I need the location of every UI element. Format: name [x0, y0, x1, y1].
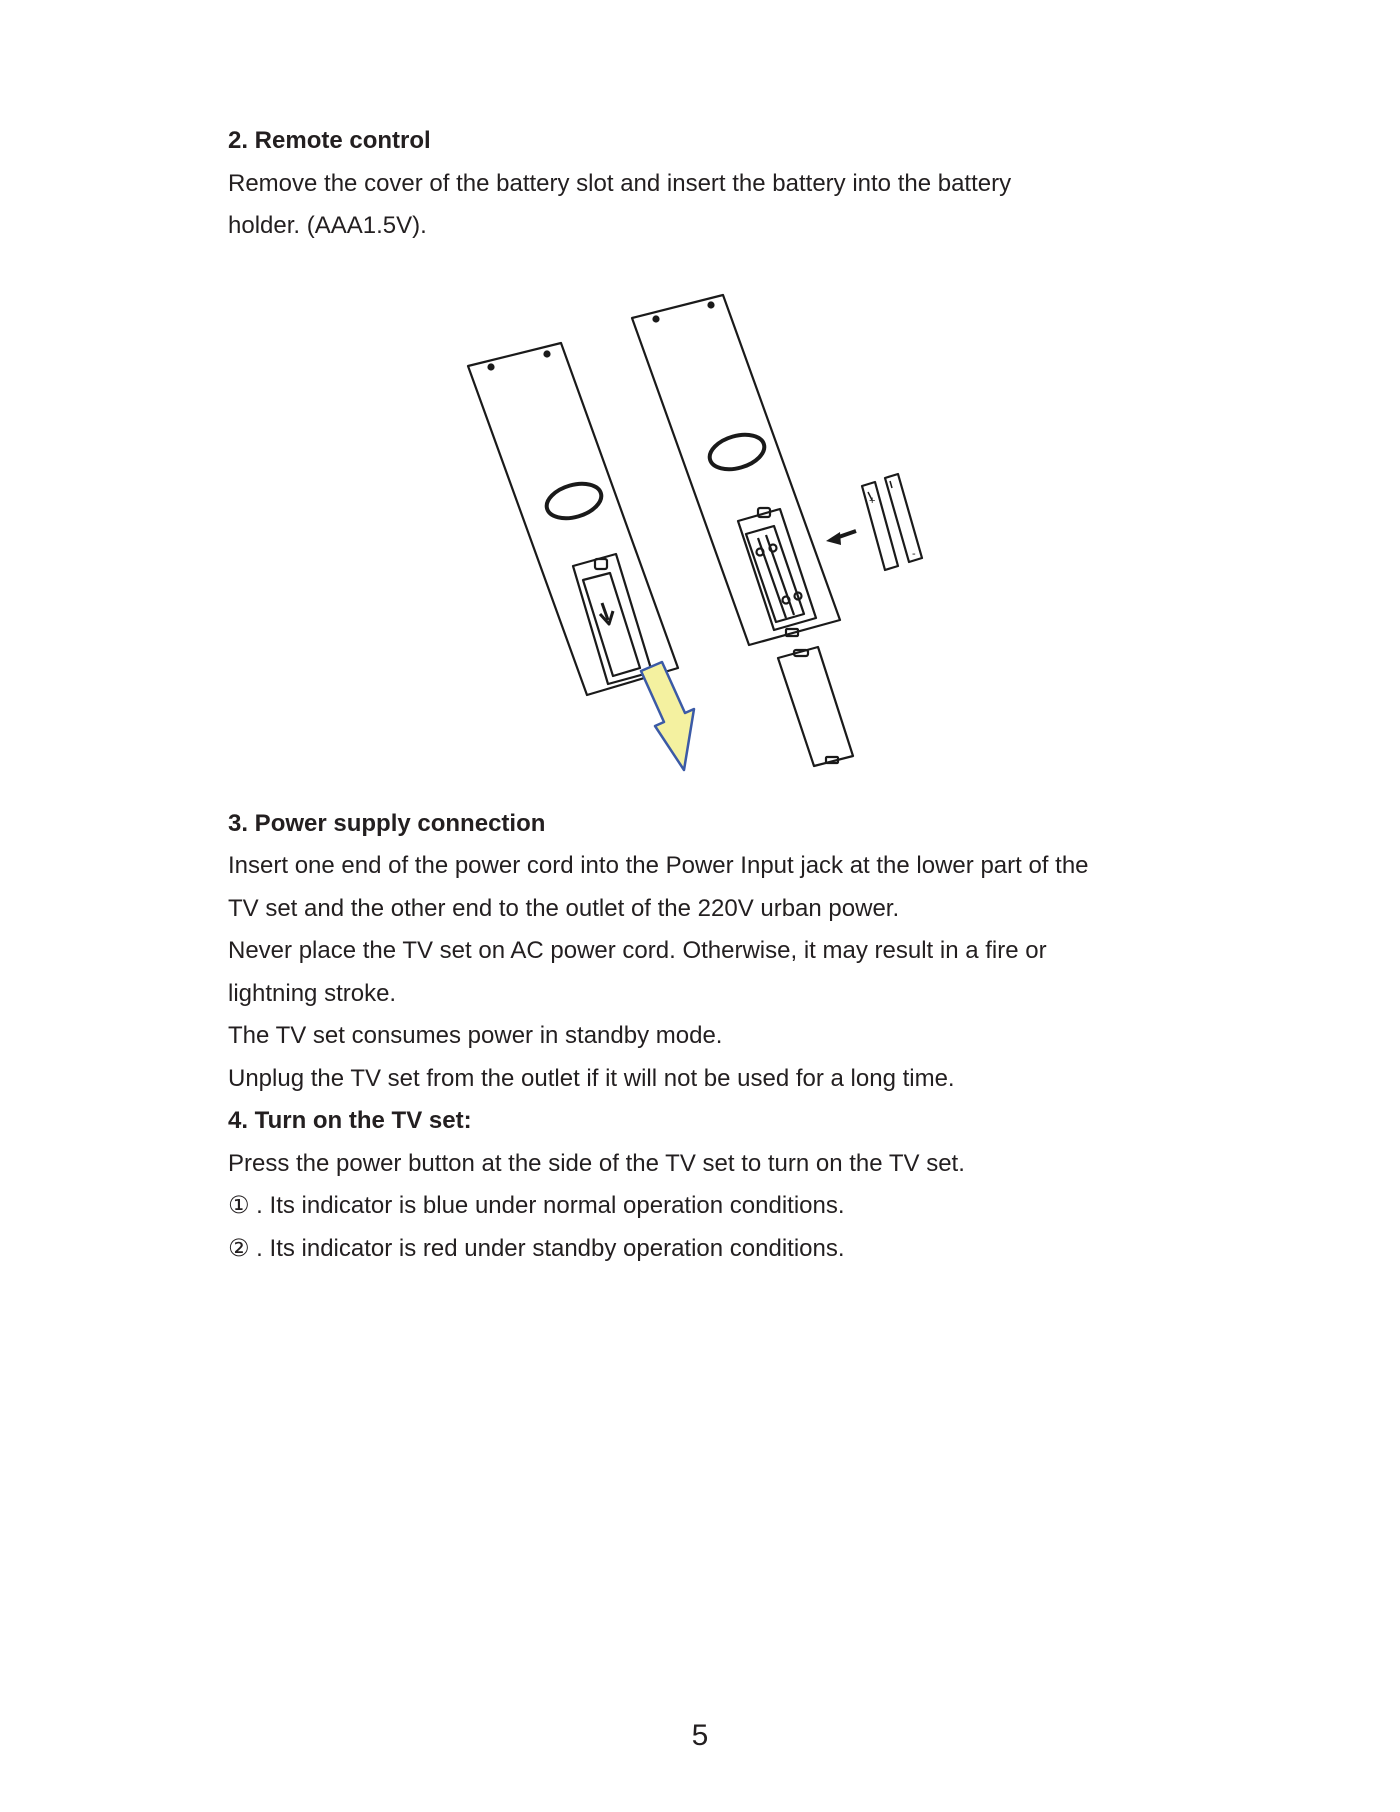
- battery-cover: [778, 647, 853, 766]
- paragraph-line: Press the power button at the side of the TV set to turn on the TV set.: [228, 1149, 965, 1177]
- battery-plus-mark: +: [869, 494, 876, 507]
- section-heading-remote-control: 2. Remote control: [228, 127, 431, 154]
- paragraph-line: holder. (AAA1.5V).: [228, 212, 427, 239]
- battery-minus-mark: -: [912, 547, 916, 560]
- paragraph-line: The TV set consumes power in standby mode.: [228, 1022, 723, 1049]
- paragraph-line: TV set and the other end to the outlet of the 220V urban power.: [228, 894, 900, 922]
- remote-illustration: [228, 248, 1228, 803]
- paragraph-line: Remove the cover of the battery slot and insert the battery into the battery: [228, 169, 1012, 197]
- paragraph-line: Never place the TV set on AC power cord. Otherwise, it may result in a fire or: [228, 937, 1047, 964]
- paragraph-line: Insert one end of the power cord into the Power Input jack at the lower part of the: [228, 852, 1089, 879]
- section-heading-power-supply: 3. Power supply connection: [228, 809, 546, 837]
- list-item: ② . Its indicator is red under standby operation conditions.: [228, 1234, 845, 1262]
- section-heading-turn-on: 4. Turn on the TV set:: [228, 1107, 472, 1134]
- list-item: ① . Its indicator is blue under normal operation conditions.: [228, 1192, 845, 1219]
- page-number: 5: [691, 1719, 709, 1752]
- page-content: [228, 120, 1228, 1270]
- insert-direction-arrow: [826, 531, 856, 545]
- battery-installation-figure: [228, 248, 1228, 803]
- right-remote-open-view: [632, 295, 840, 645]
- paragraph-line: lightning stroke.: [228, 979, 397, 1007]
- paragraph-line: Unplug the TV set from the outlet if it will not be used for a long time.: [228, 1064, 955, 1092]
- left-remote-back-view: [468, 343, 678, 695]
- removal-arrow: [641, 662, 694, 770]
